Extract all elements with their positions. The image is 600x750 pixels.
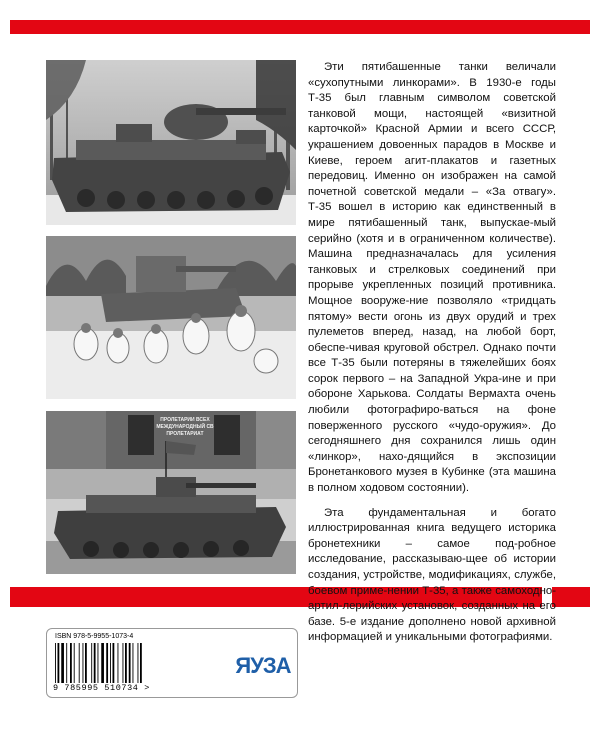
description-text <box>308 60 556 646</box>
paragraph-history: Эти пятибашенные танки величали «сухопутными линкорами». В 1930-е годы Т-35 был главным символом советской танковой мощи, настоящей «визитной карточкой» Красной Армии и всего СССР, украшением довоенных парадов в Москве и Киеве, героем агит-плакатов и газетных передовиц. Именно он изображен на самой почетной советской медали – «За отвагу». Т-35 вошел в историю как единственный в мире пятибашенный танк, выпускае-мый серийно (хотя и в ограниченном количестве). Машина предназначалась для усиления танковых и стрелковых соединений при прорыве укрепленных позиций противника. Мощное вооруже-ние позволяло «тридцать пятому» вести огонь из двух орудий и трех пулеметов вперед, назад, на любой борт, обеспе-чивая круговой обстрел. Однако почти все Т-35 были потеряны в тяжелейших боях сорок первого – на Западной Укра-ине и при обороне Харькова. Солдаты Вермахта очень любили фотографиро-ваться на фоне поверженного русского «чудо-оружия». До сегодняшнего дня сохранился лишь один «линкор», нахо-дящийся в экспозиции Бронетанкового музея в Кубинке (эта машина в полном ходовом состоянии). <box>308 61 556 495</box>
paragraph-book: Эта фундаментальная и богато иллюстрированная книга ведущего историка бронетехники – самое под-робное исследование, рассказываю-щее об истории создания, устройстве, модификациях, службе, боевом приме-нении Т-35, а также самоходно-артил-лерийских установок, созданных на его базе. 5-е издание дополнено новой архивной информацией и уникальными фотографиями. <box>308 506 556 644</box>
top-red-bar <box>10 20 590 34</box>
middle-red-bar-right <box>552 587 590 607</box>
banner-line: ПРОЛЕТАРИИ ВСЕХ <box>160 417 210 423</box>
photo-tank-forest <box>46 60 296 225</box>
barcode-graphic <box>55 643 175 683</box>
barcode-panel <box>46 628 298 698</box>
banner-line: ПРОЛЕТАРИАТ <box>166 431 204 437</box>
isbn-label: ISBN 978-5-9955-1073-4 <box>55 633 134 640</box>
banner-line: МЕЖДУНАРОДНЫЙ СВ <box>156 424 214 430</box>
parade-banner-text <box>156 417 214 438</box>
barcode-digits: 9 785995 510734 > <box>53 683 150 693</box>
photo-tank-parade <box>46 411 296 574</box>
publisher-logo-text: ЯУЗА <box>235 653 291 678</box>
publisher-logo <box>235 643 291 683</box>
photo-soldiers-winter <box>46 236 296 399</box>
